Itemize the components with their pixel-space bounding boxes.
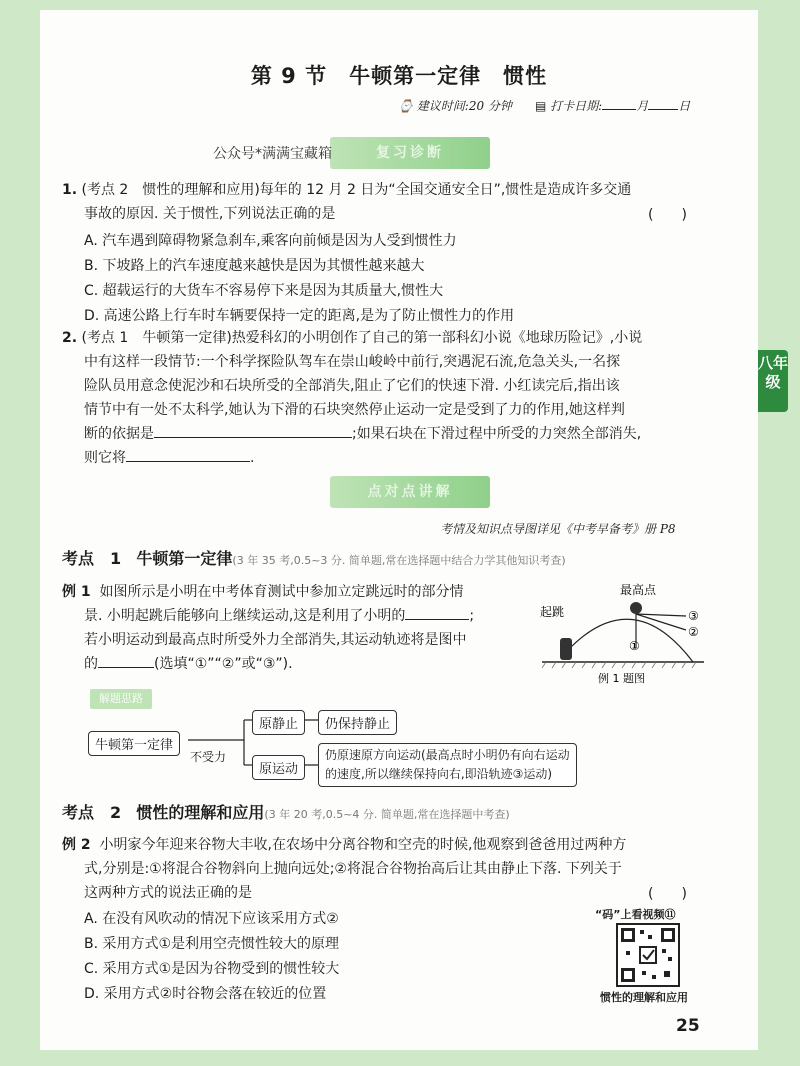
jumper-start-icon [560, 638, 572, 660]
option-d[interactable]: D. 采用方式②时谷物会落在较近的位置 [84, 986, 327, 1002]
example-1-line: 景. 小明起跳后能够向上继续运动,这是利用了小明的 ; [84, 608, 475, 624]
label-top-point: 最高点 [620, 583, 657, 597]
question-2-line: 情节中有一处不太科学,她认为下滑的石块突然停止运动一定是受到了力的作用,她这样判 [84, 402, 625, 418]
page-number: 25 [676, 1016, 700, 1036]
example-1-line: 的 (选填“①”“②”或“③”). [84, 656, 293, 672]
example-1-line: 若小明运动到最高点时所受外力全部消失,其运动轨迹将是图中 [84, 632, 467, 648]
calendar-icon: ▤ [535, 99, 547, 113]
guide-box-rest-result: 仍保持静止 [318, 710, 397, 735]
figure-caption: 例 1 题图 [598, 672, 645, 684]
option-b[interactable]: B. 下坡路上的汽车速度越来越快是因为其惯性越来越大 [84, 258, 425, 274]
example-2: 例 2 小明家今年迎来谷物大丰收,在农场中分离谷物和空壳的时候,他观察到爸爸用过两种方 [62, 837, 627, 853]
qr-code-icon[interactable] [616, 923, 680, 987]
label-circle-2: ② [688, 625, 699, 639]
section-banner-review: 复习诊断 [330, 137, 490, 169]
video-label: “码”上看视频⑪ [595, 908, 676, 921]
guide-no-force: 不受力 [190, 750, 227, 764]
question-2-blank-line: 则它将 . [84, 450, 255, 466]
ground-hatching [542, 662, 696, 668]
jumper-at-top-icon [630, 602, 642, 614]
guide-box-moving-result: 仍原速原方向运动(最高点时小明仍有向右运动 的速度,所以继续保持向右,即沿轨迹③运动) [318, 743, 577, 787]
solution-guide-label: 解题思路 [90, 689, 152, 709]
example-2-line: 这两种方式的说法正确的是 [84, 885, 252, 901]
keypoint-2-header: 考点 2 惯性的理解和应用(3 年 20 考,0.5~4 分. 简单题,常在选择题中考查) [62, 803, 510, 822]
long-jump-figure [538, 578, 708, 684]
guide-box-rest: 原静止 [252, 710, 305, 735]
answer-blank[interactable] [126, 461, 250, 462]
label-takeoff: 起跳 [540, 605, 565, 619]
guide-box-moving: 原运动 [252, 755, 305, 780]
example-1: 例 1 如图所示是小明在中考体育测试中参加立定跳远时的部分情 [62, 584, 464, 600]
guide-box-newton-law: 牛顿第一定律 [88, 731, 180, 756]
answer-blank[interactable] [154, 437, 352, 438]
option-c[interactable]: C. 超载运行的大货车不容易停下来是因为其质量大,惯性大 [84, 283, 444, 299]
answer-blank[interactable] [98, 667, 154, 668]
question-1: 1. (考点 2 惯性的理解和应用)每年的 12 月 2 日为“全国交通安全日”,惯性是造成许多交通 [62, 182, 632, 198]
reference-note: 考情及知识点导图详见《中考早备考》册 P8 [440, 522, 676, 536]
clock-icon: ⌚ [398, 99, 413, 113]
option-b[interactable]: B. 采用方式①是利用空壳惯性较大的原理 [84, 936, 340, 952]
example-2-line: 式,分别是:①将混合谷物斜向上抛向远处;②将混合谷物抬高后让其由静止下落. 下列关于 [84, 861, 622, 877]
question-2-line: 险队员用意念使泥沙和石块所受的全部消失,阻止了它们的快速下滑. 小红读完后,指出该 [84, 378, 620, 394]
question-1-stem: 事故的原因. 关于惯性,下列说法正确的是 [84, 206, 336, 222]
grade-side-tab[interactable]: 八年级 [758, 350, 788, 412]
video-caption: 惯性的理解和应用 [600, 991, 688, 1004]
answer-paren[interactable]: ( ) [648, 886, 687, 902]
option-c[interactable]: C. 采用方式①是因为谷物受到的惯性较大 [84, 961, 340, 977]
answer-blank[interactable] [405, 619, 469, 620]
label-circle-3: ③ [688, 609, 699, 623]
answer-paren[interactable]: ( ) [648, 207, 687, 223]
suggested-time: ⌚ 建议时间:20 分钟 [398, 99, 512, 113]
option-a[interactable]: A. 在没有风吹动的情况下应该采用方式② [84, 911, 339, 927]
question-2-blank-line: 断的依据是 ;如果石块在下滑过程中所受的力突然全部消失, [84, 426, 642, 442]
page-title: 第 9 节 牛顿第一定律 惯性 [250, 64, 548, 88]
checkin-date: ▤ 打卡日期: 月 日 [535, 99, 691, 113]
path-3 [636, 614, 686, 616]
label-circle-1: ① [629, 639, 640, 653]
option-d[interactable]: D. 高速公路上行车时车辆要保持一定的距离,是为了防止惯性力的作用 [84, 308, 515, 324]
question-2-line: 中有这样一段情节:一个科学探险队驾车在崇山峻岭中前行,突遇泥石流,危急关头,一名探 [84, 354, 621, 370]
question-2: 2. (考点 1 牛顿第一定律)热爱科幻的小明创作了自己的第一部科幻小说《地球历险记》,小说 [62, 330, 643, 346]
option-a[interactable]: A. 汽车遇到障碍物紧急刹车,乘客向前倾是因为人受到惯性力 [84, 233, 457, 249]
section-banner-explain: 点对点讲解 [330, 476, 490, 508]
keypoint-1-header: 考点 1 牛顿第一定律(3 年 35 考,0.5~3 分. 简单题,常在选择题中结合力学其他知识考查) [62, 549, 566, 568]
watermark: 公众号*满满宝藏箱 [213, 146, 332, 162]
